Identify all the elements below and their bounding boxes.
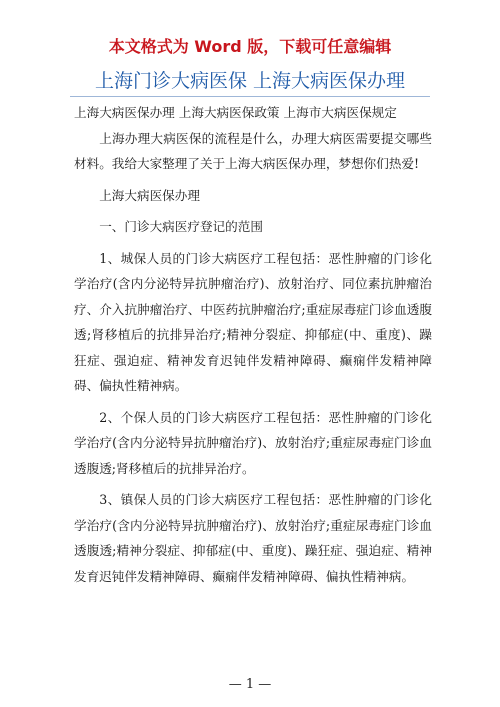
keywords-line: 上海大病医保办理 上海大病医保政策 上海市大病医保规定 <box>74 105 397 120</box>
item-2-paragraph: 2、个保人员的门诊大病医疗工程包括：恶性肿瘤的门诊化学治疗(含内分泌特异抗肿瘤治疗)、放射治疗;重症尿毒症门诊血透腹透;肾移植后的抗排异治疗。 <box>74 409 432 476</box>
download-banner: 本文格式为 Word 版，下载可任意编辑 <box>108 37 392 56</box>
item-1-paragraph: 1、城保人员的门诊大病医疗工程包括：恶性肿瘤的门诊化学治疗(含内分泌特异抗肿瘤治疗)、放射治疗、同位素抗肿瘤治疗、介入抗肿瘤治疗、中医药抗肿瘤治疗;重症尿毒症门诊血透腹透;肾移植后的抗排异治疗;精神分裂症、抑郁症(中、重度)、躁狂症、强迫症、精神发育迟钝伴发精神障碍、癫痫伴发精神障碍、偏执性精神病。 <box>74 250 432 393</box>
item-3-paragraph: 3、镇保人员的门诊大病医疗工程包括：恶性肿瘤的门诊化学治疗(含内分泌特异抗肿瘤治疗)、放射治疗;重症尿毒症门诊血透腹透;精神分裂症、抑郁症(中、重度)、躁狂症、强迫症、精神发育迟钝伴发精神障碍、癫痫伴发精神障碍、偏执性精神病。 <box>74 492 432 584</box>
page-number: — 1 — <box>228 677 272 692</box>
document-title: 上海门诊大病医保 上海大病医保办理 <box>94 70 406 92</box>
subsection-heading: 一、门诊大病医疗登记的范围 <box>99 219 263 234</box>
section-heading: 上海大病医保办理 <box>99 187 200 203</box>
intro-paragraph: 上海办理大病医保的流程是什么，办理大病医需要提交哪些材料。我给大家整理了关于上海大病医保办理，梦想你们热爱! <box>74 130 432 171</box>
title-divider <box>70 96 430 97</box>
document-body <box>74 100 432 589</box>
